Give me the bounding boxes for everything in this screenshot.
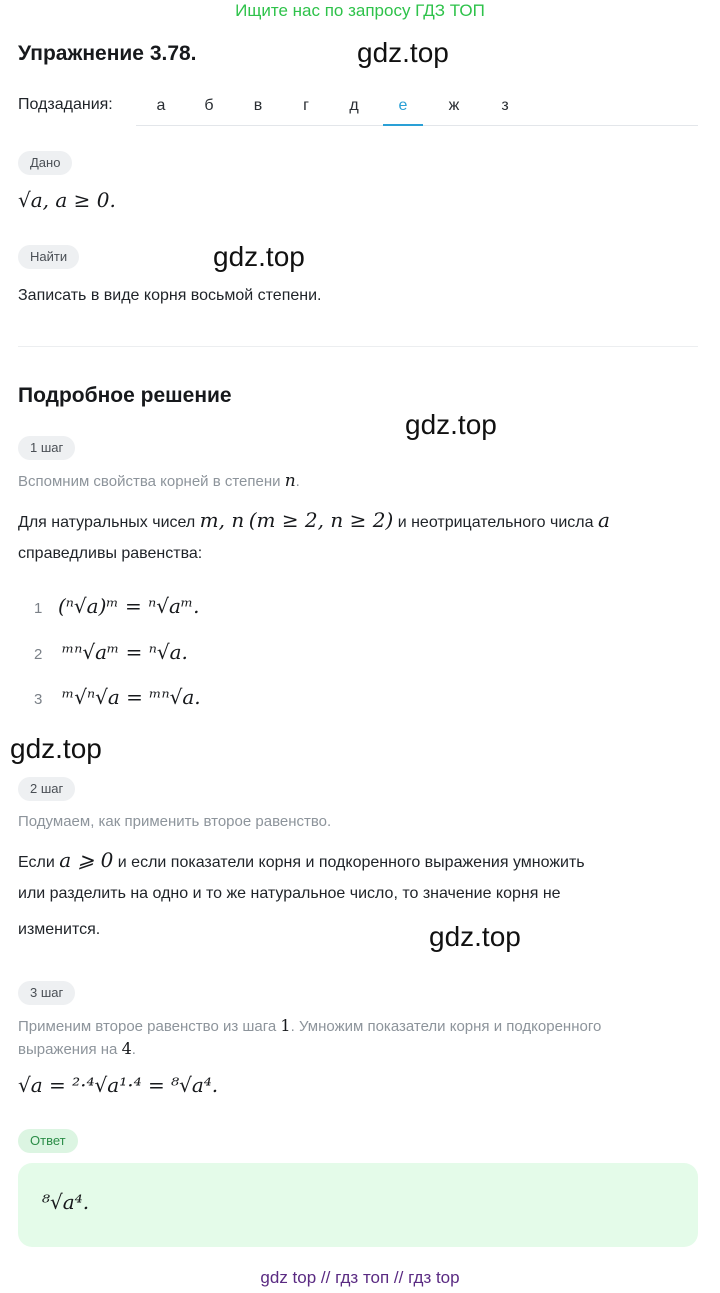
- tab-a[interactable]: а: [156, 97, 166, 114]
- watermark: gdz.top: [429, 921, 521, 952]
- step2-text-line2: или разделить на одно и то же натуральное число, то значение корня не: [18, 885, 561, 902]
- step1-text: Для натуральных чисел m, n (m ≥ 2, n ≥ 2) и неотрицательного числа a: [18, 508, 610, 532]
- tab-b[interactable]: б: [204, 97, 214, 114]
- subtask-tabs: [136, 88, 698, 126]
- tab-v[interactable]: в: [253, 97, 263, 114]
- property-2: ᵐⁿ√aᵐ = ⁿ√a.: [62, 640, 188, 664]
- find-badge: Найти: [18, 245, 79, 269]
- tab-z[interactable]: з: [501, 97, 509, 114]
- top-banner: Ищите нас по запросу ГДЗ ТОП: [235, 1, 485, 20]
- step2-hint: Подумаем, как применить второе равенство.: [18, 813, 332, 830]
- answer-box: [18, 1163, 698, 1247]
- step2-badge: 2 шаг: [18, 777, 75, 801]
- tab-g[interactable]: г: [303, 97, 309, 114]
- tab-d[interactable]: д: [349, 97, 359, 114]
- tab-e[interactable]: е: [383, 88, 423, 126]
- step3-badge: 3 шаг: [18, 981, 75, 1005]
- subtasks-label: Подзадания:: [18, 96, 113, 113]
- step1-hint: Вспомним свойства корней в степени n.: [18, 471, 300, 491]
- step2-text: Если a ⩾ 0 и если показатели корня и подкоренного выражения умножить: [18, 848, 585, 872]
- solution-heading: Подробное решение: [18, 384, 232, 407]
- answer-expression: ⁸√a⁴.: [42, 1190, 90, 1214]
- step2-text-line3: изменится.: [18, 921, 101, 938]
- watermark: gdz.top: [213, 241, 305, 272]
- property-3: ᵐ√ⁿ√a = ᵐⁿ√a.: [62, 685, 201, 709]
- step1-badge: 1 шаг: [18, 436, 75, 460]
- list-number: 1: [34, 600, 43, 617]
- step3-hint-line2: выражения на 4.: [18, 1039, 136, 1058]
- property-1: (ⁿ√a)ᵐ = ⁿ√aᵐ.: [58, 594, 200, 618]
- page-title: Упражнение 3.78.: [18, 42, 197, 65]
- find-text: Записать в виде корня восьмой степени.: [18, 287, 322, 304]
- list-number: 3: [34, 691, 43, 708]
- watermark: gdz.top: [405, 409, 497, 440]
- list-number: 2: [34, 646, 43, 663]
- step3-expression: √a = ²·⁴√a¹·⁴ = ⁸√a⁴.: [18, 1073, 219, 1097]
- tab-zh[interactable]: ж: [448, 97, 460, 114]
- given-expression: √a, a ≥ 0.: [18, 188, 116, 212]
- watermark: gdz.top: [357, 37, 449, 68]
- step1-text-cont: справедливы равенства:: [18, 545, 203, 562]
- step3-hint-line1: Применим второе равенство из шага 1. Умножим показатели корня и подкоренного: [18, 1016, 602, 1035]
- watermark: gdz.top: [10, 733, 102, 764]
- section-divider: [18, 346, 698, 347]
- footer-links[interactable]: gdz top // гдз топ // гдз top: [260, 1268, 460, 1287]
- given-badge: Дано: [18, 151, 72, 175]
- answer-badge: Ответ: [18, 1129, 78, 1153]
